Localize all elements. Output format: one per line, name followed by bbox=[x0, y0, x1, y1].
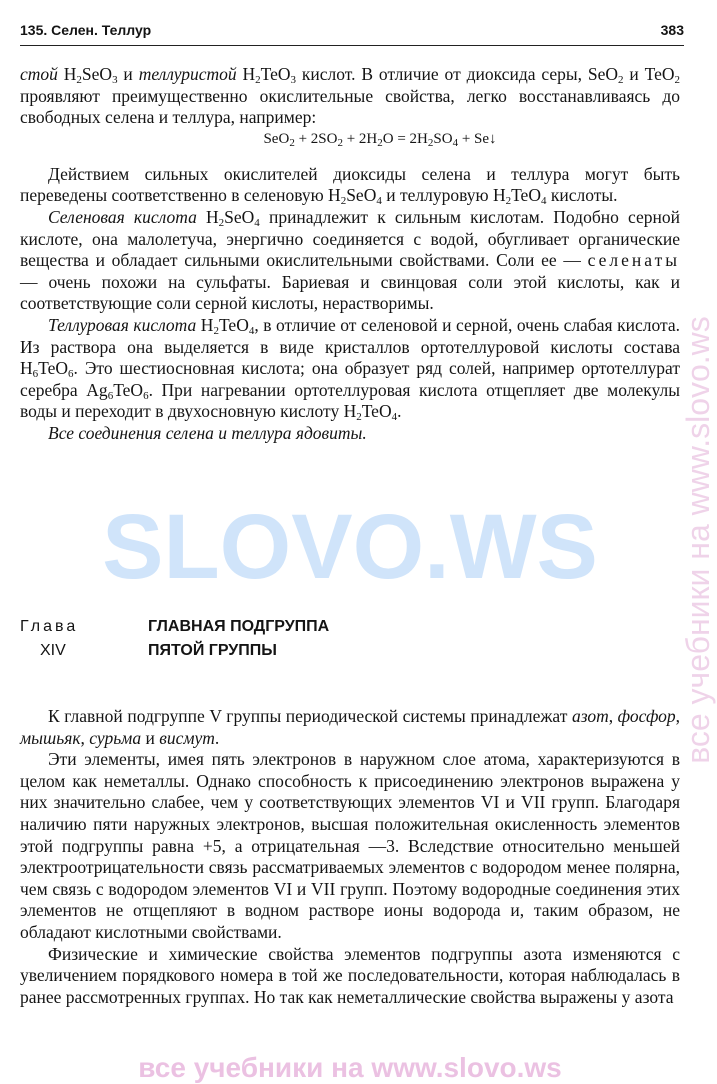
subscript: 4 bbox=[254, 216, 260, 229]
subscript: 2 bbox=[377, 136, 383, 149]
subscript: 6 bbox=[68, 368, 74, 381]
text-run: , bbox=[608, 706, 618, 726]
text-run: , в отличие от селеновой и серной, очень слабая кислота. Из раствора она выделяется в виде кристаллов ортотеллуровой кислоты состава H bbox=[20, 314, 681, 379]
text-run: принадлежит к сильным кислотам. Подобно серной кислоте, она малолетуча, энергично соединяется с водой, обугливает органические вещества и обладает сильными окислительными свойствами. Соли ее — bbox=[20, 206, 680, 271]
italic-term: Теллуровая кислота bbox=[48, 314, 197, 335]
subscript: 6 bbox=[32, 368, 39, 381]
text-run: H bbox=[196, 314, 214, 335]
text-run: и bbox=[141, 727, 160, 748]
subscript: 2 bbox=[218, 216, 225, 229]
text-run: H bbox=[236, 64, 256, 84]
subscript: 2 bbox=[255, 74, 261, 86]
italic-term: Селеновая кислота bbox=[48, 206, 197, 227]
element-arsenic: мышьяк bbox=[20, 727, 81, 748]
chapter-heading bbox=[20, 618, 680, 668]
text-run: , bbox=[80, 727, 90, 748]
text-run: H bbox=[196, 206, 219, 227]
text-run: — очень похожи на сульфаты. Бариевая и свинцовая соли этой кислоты, как и соответствующие соли серной кислоты, нерастворимы. bbox=[20, 271, 680, 314]
watermark-bottom: все учебники на www.slovo.ws bbox=[138, 1052, 562, 1083]
paragraph-electrons: Эти элементы, имея пять электронов в наружном слое атома, характеризуются в целом как неметаллы. Однако способность к присоединению электронов выражена у них значительно слабее, чем у соответствующих элементов VI и VII групп. Благодаря наличию пяти наружных электронов, высшая положительная окисленность элементов этой подгруппы равна +5, а отрицательная —3. Вследствие относительно меньшей электроотрицательности связь рассматриваемых элементов с водородом менее полярна, чем связь с водородом элементов VI и VII групп. Поэтому водородные соединения этих элементов не отщепляют в водном растворе ионы водорода и, таким образом, не обладают кислотными свойствами. bbox=[20, 749, 680, 942]
top-text-block bbox=[20, 64, 680, 445]
paragraph-selenic-acid bbox=[20, 207, 680, 315]
subscript: 6 bbox=[143, 389, 149, 402]
subscript: 2 bbox=[337, 136, 343, 149]
text-run: кислоты. bbox=[546, 185, 618, 206]
text-run: TeO bbox=[218, 314, 249, 335]
text-run: TeO bbox=[511, 185, 541, 206]
element-antimony: сурьма bbox=[89, 727, 142, 748]
text-run: Действием сильных окислителей диоксиды селена и теллура могут быть переведены соответственно в селеновую H bbox=[20, 163, 680, 206]
text-run: кислот. В отличие от диоксида серы, SeO bbox=[296, 64, 619, 84]
text-run: SeO bbox=[224, 206, 255, 227]
text-run: SeO bbox=[81, 64, 113, 84]
subscript: 2 bbox=[76, 74, 82, 86]
subscript: 2 bbox=[674, 74, 681, 86]
chapter-label: Глава bbox=[20, 618, 79, 635]
text-run: К главной подгруппе V группы периодической системы принадлежат bbox=[48, 706, 572, 726]
subscript: 4 bbox=[248, 324, 255, 337]
subscript: 4 bbox=[540, 195, 547, 208]
text-run: и bbox=[117, 64, 139, 84]
spaced-term: селенаты bbox=[587, 250, 680, 271]
subscript: 6 bbox=[107, 389, 114, 402]
text-run: . bbox=[397, 401, 402, 422]
subscript: 2 bbox=[340, 195, 347, 208]
subscript: 2 bbox=[289, 136, 295, 149]
element-bismuth: висмут bbox=[159, 727, 215, 748]
subscript: 2 bbox=[427, 136, 434, 149]
bottom-text-block bbox=[20, 706, 680, 1008]
formula-run: O = 2H bbox=[382, 130, 428, 147]
formula-run: + 2SO bbox=[294, 130, 338, 147]
text-run: проявляют преимущественно окислительные свойства, легко восстанавливаясь до свободных селена и теллура, например: bbox=[20, 85, 680, 128]
text-run: и TeO bbox=[623, 64, 675, 84]
running-title: 135. Селен. Теллур bbox=[20, 22, 152, 38]
formula-run: + Se↓ bbox=[458, 130, 497, 147]
chapter-title-line-2: ПЯТОЙ ГРУППЫ bbox=[148, 642, 277, 659]
subscript: 3 bbox=[112, 74, 118, 86]
text-run: H bbox=[57, 64, 77, 84]
page-header bbox=[20, 22, 684, 46]
subscript: 2 bbox=[213, 324, 219, 337]
subscript: 2 bbox=[505, 195, 512, 208]
text-run: , bbox=[675, 706, 681, 726]
formula-run: + 2H bbox=[342, 130, 378, 147]
text-run: TeO bbox=[113, 379, 144, 400]
italic-term: теллуристой bbox=[138, 64, 237, 84]
page-number: 383 bbox=[660, 22, 684, 38]
text-run: . bbox=[214, 727, 220, 748]
watermark-center: SLOVO.WS bbox=[102, 496, 598, 598]
chapter-number: XIV bbox=[40, 642, 66, 659]
paragraph-toxic-note bbox=[20, 423, 680, 445]
text-run: TeO bbox=[361, 401, 392, 422]
text-run: . Это шестиосновная кислота; она образует ряд солей, например ортотеллурат серебра Ag bbox=[20, 358, 680, 400]
subscript: 4 bbox=[452, 136, 459, 149]
paragraph-selenious-tellurous bbox=[20, 64, 680, 129]
subscript: 3 bbox=[290, 74, 297, 86]
formula-run: SeO bbox=[263, 130, 290, 147]
formula-run: SO bbox=[433, 130, 453, 147]
text-run: SeO bbox=[346, 185, 377, 206]
text-run: . При нагревании ортотеллуровая кислота отщепляет две молекулы воды и переходит в двухосновную кислоту H bbox=[20, 379, 680, 422]
subscript: 2 bbox=[618, 74, 624, 86]
header-rule bbox=[20, 45, 684, 46]
subscript: 4 bbox=[376, 195, 382, 208]
italic-sentence: Все соединения селена и теллура ядовиты. bbox=[48, 422, 367, 443]
text-run: TeO bbox=[38, 358, 69, 379]
subscript: 4 bbox=[391, 411, 398, 424]
text-run: TeO bbox=[260, 64, 291, 84]
paragraph-group-members bbox=[20, 706, 680, 749]
element-nitrogen: азот bbox=[571, 706, 609, 726]
paragraph-properties: Физические и химические свойства элементов подгруппы азота изменяются с увеличением порядкового номера в той же последовательности, которая наблюдалась в ранее рассмотренных группах. Но так как неметаллические свойства выражены у азота bbox=[20, 943, 680, 1007]
watermark-side: все учебники на www.slovo.ws bbox=[680, 316, 716, 764]
text-run: и теллуровую H bbox=[381, 185, 506, 206]
chemical-equation bbox=[80, 129, 680, 149]
chapter-title-line-1: ГЛАВНАЯ ПОДГРУППА bbox=[148, 618, 330, 635]
paragraph-oxidation bbox=[20, 164, 680, 207]
paragraph-telluric-acid bbox=[20, 315, 680, 423]
italic-term: стой bbox=[20, 64, 58, 84]
subscript: 2 bbox=[356, 411, 362, 424]
element-phosphorus: фосфор bbox=[617, 706, 676, 726]
